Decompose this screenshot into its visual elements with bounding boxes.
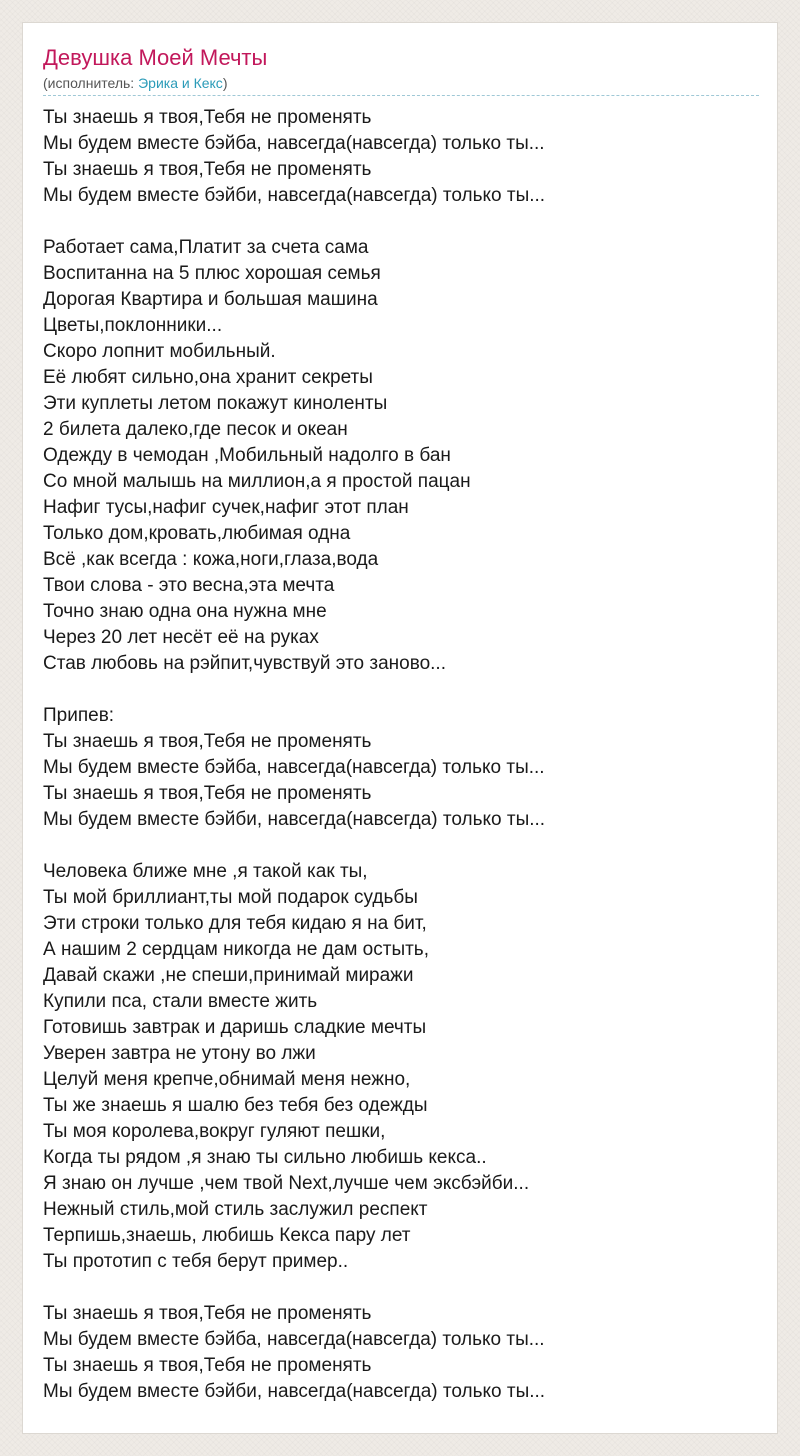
song-header: [43, 43, 759, 96]
lyric-line: Ты знаешь я твоя,Тебя не променять: [43, 1303, 372, 1324]
lyric-line: Человека ближе мне ,я такой как ты,: [43, 861, 368, 882]
artist-line: [43, 73, 759, 96]
lyric-line: Мы будем вместе бэйби, навсегда(навсегда) только ты...: [43, 809, 546, 830]
lyric-line: Я знаю он лучше ,чем твой Next,лучше чем эксбэйби...: [43, 1173, 530, 1194]
lyric-line: Ты знаешь я твоя,Тебя не променять: [43, 783, 372, 804]
stanza-gap: [43, 833, 759, 859]
lyric-line: Цветы,поклонники...: [43, 315, 223, 336]
lyric-line: Только дом,кровать,любимая одна: [43, 523, 351, 544]
lyric-line: Её любят сильно,она хранит секреты: [43, 367, 373, 388]
lyric-line: Мы будем вместе бэйби, навсегда(навсегда) только ты...: [43, 185, 546, 206]
lyric-line: Целуй меня крепче,обнимай меня нежно,: [43, 1069, 411, 1090]
lyric-line: Мы будем вместе бэйба, навсегда(навсегда) только ты...: [43, 757, 545, 778]
lyric-line: Эти куплеты летом покажут киноленты: [43, 393, 388, 414]
lyric-line: Став любовь на рэйпит,чувствуй это заново...: [43, 653, 446, 674]
lyric-line: Твои слова - это весна,эта мечта: [43, 575, 335, 596]
lyric-line: Дорогая Квартира и большая машина: [43, 289, 378, 310]
lyric-line: Ты же знаешь я шалю без тебя без одежды: [43, 1095, 428, 1116]
lyric-line: Ты моя королева,вокруг гуляют пешки,: [43, 1121, 386, 1142]
lyric-line: Ты знаешь я твоя,Тебя не променять: [43, 1355, 372, 1376]
lyric-line: Всё ,как всегда : кожа,ноги,глаза,вода: [43, 549, 379, 570]
lyric-line: Точно знаю одна она нужна мне: [43, 601, 327, 622]
lyric-line: Нежный стиль,мой стиль заслужил респект: [43, 1199, 428, 1220]
lyric-line: Давай скажи ,не спеши,принимай миражи: [43, 965, 414, 986]
stanza-gap: [43, 209, 759, 235]
lyric-line: Воспитанна на 5 плюс хорошая семья: [43, 263, 381, 284]
artist-link[interactable]: Эрика и Кекс: [138, 75, 223, 91]
lyric-line: А нашим 2 сердцам никогда не дам остыть,: [43, 939, 429, 960]
lyric-line: Скоро лопнит мобильный.: [43, 341, 276, 362]
lyric-line: Эти строки только для тебя кидаю я на бит,: [43, 913, 427, 934]
lyric-line: 2 билета далеко,где песок и океан: [43, 419, 348, 440]
song-title: Девушка Моей Мечты: [43, 45, 268, 70]
lyric-line: Уверен завтра не утону во лжи: [43, 1043, 316, 1064]
lyric-line: Через 20 лет несёт её на руках: [43, 627, 319, 648]
lyric-line: Мы будем вместе бэйба, навсегда(навсегда) только ты...: [43, 1329, 545, 1350]
lyric-line: Припев:: [43, 705, 115, 726]
lyric-line: Готовишь завтрак и даришь сладкие мечты: [43, 1017, 427, 1038]
artist-suffix: ): [222, 75, 228, 91]
lyric-line: Ты знаешь я твоя,Тебя не променять: [43, 731, 372, 752]
lyric-line: Работает сама,Платит за счета сама: [43, 237, 369, 258]
lyric-line: Одежду в чемодан ,Мобильный надолго в бан: [43, 445, 451, 466]
lyric-line: Со мной малышь на миллион,а я простой пацан: [43, 471, 471, 492]
lyric-line: Ты знаешь я твоя,Тебя не променять: [43, 159, 372, 180]
lyric-line: Мы будем вместе бэйби, навсегда(навсегда) только ты...: [43, 1381, 546, 1402]
lyric-line: Ты мой бриллиант,ты мой подарок судьбы: [43, 887, 418, 908]
stanza-gap: [43, 1275, 759, 1301]
lyric-line: Терпишь,знаешь, любишь Кекса пару лет: [43, 1225, 411, 1246]
stanza-gap: [43, 677, 759, 703]
lyrics-card: [22, 22, 778, 1434]
lyric-line: Купили пса, стали вместе жить: [43, 991, 318, 1012]
lyric-line: Мы будем вместе бэйба, навсегда(навсегда) только ты...: [43, 133, 545, 154]
lyric-line: Ты прототип с тебя берут пример..: [43, 1251, 349, 1272]
artist-prefix: (исполнитель:: [43, 75, 139, 91]
lyric-line: Когда ты рядом ,я знаю ты сильно любишь кекса..: [43, 1147, 487, 1168]
lyric-line: Ты знаешь я твоя,Тебя не променять: [43, 107, 372, 128]
lyric-line: Нафиг тусы,нафиг сучек,нафиг этот план: [43, 497, 409, 518]
lyrics-body: [43, 105, 759, 1405]
